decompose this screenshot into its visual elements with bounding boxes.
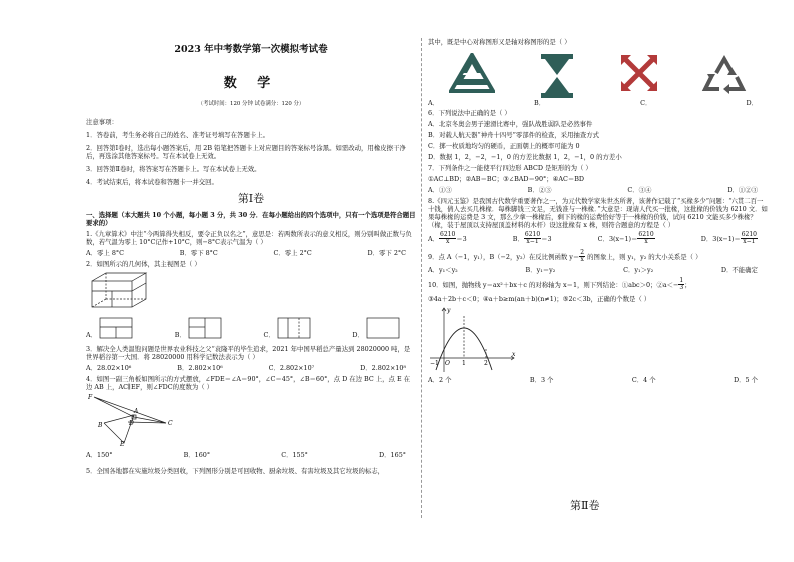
option-c[interactable]: C．2.802×10⁷ bbox=[268, 363, 315, 372]
tick-label-1: 1 bbox=[462, 359, 466, 367]
exam-title: 2023 年中考数学第一次模拟考试卷 bbox=[174, 44, 328, 55]
question-8-stem: 8.《四元玉鉴》是我国古代数学重要著作之一，为元代数学家朱世杰所著，该著作记载了“买椽多少”问题：“六贯二百一十钱，倩人去买几株椽．每株脚钱三文足，无钱准与一株椽．”大意是：现请人代买一批椽，这批椽的价钱为 6210 文．如果每株椽的运费是 3 文，那么少拿一株椽后，剩下的椽的运费恰好等于一株椽的价钱，试问 6210 文能买多少株椽？（椽，装于屋顶以支持屋顶盖材料的木杆）设这批椽有 x 株，则符合题意的方程是（ ） bbox=[428, 197, 768, 229]
point-label-f: F bbox=[88, 393, 93, 401]
point-label-c: C bbox=[168, 419, 173, 427]
right-column bbox=[428, 38, 768, 384]
question-9-stem: 9．点 A（−1，y₁），B（−2，y₂）在反比例函数 y＝ $\frac{2}{x}$ 的图象上，则 y₁，y₂ 的大小关系是（ ） bbox=[428, 248, 702, 263]
question-2-solid-figure bbox=[90, 271, 416, 313]
option-a[interactable]: A． bbox=[428, 99, 440, 107]
question-3-stem: 3．解决全人类温饱问题是世界农业科技之父“袁隆平的毕生追求，2021 年中国早稻总产量达到 28020000 吨，是世界稻谷第一大国．将 28020000 用科学记数法表示为（ ） bbox=[86, 344, 411, 361]
option-b[interactable]: B． bbox=[175, 317, 222, 339]
volume-one-heading: 第Ⅰ卷 bbox=[237, 191, 265, 205]
option-b[interactable]: B．对载人航天器“神舟十四号”零部件的检查，采用抽查方式 bbox=[428, 131, 599, 139]
option-a[interactable]: A．150° bbox=[86, 450, 113, 459]
question-2-options bbox=[86, 317, 416, 339]
note-item: 4．考试结束后，将本试卷和答题卡一并交回。 bbox=[86, 177, 218, 186]
option-b[interactable]: B． bbox=[534, 99, 546, 107]
question-5-stem-continued: 其中，既是中心对称图形又是轴对称图形的是（ ） bbox=[428, 38, 571, 46]
option-d[interactable]: D．165° bbox=[379, 450, 406, 459]
question-7-conditions: ①AC⊥BD；②AB＝BC；③∠BAD＝90°；④AC＝BD bbox=[428, 175, 585, 183]
question-5-stem: 5．全国各地都在实施垃圾分类回收，下列图形分别是可回收物、厨余垃圾、有害垃圾及其它垃圾的标志， bbox=[86, 466, 385, 475]
option-a[interactable]: A．y₁＜y₂ bbox=[428, 266, 458, 275]
point-label-b: B bbox=[98, 421, 103, 429]
option-d[interactable]: D．3(x−1)＝ $\frac{6210}{x-1}$ bbox=[700, 231, 757, 246]
option-a[interactable]: A． $\frac{6210}{x}$ ＝3 bbox=[428, 231, 467, 246]
option-b[interactable]: B． $\frac{6210}{x-1}$ ＝3 bbox=[512, 231, 552, 246]
option-a[interactable]: A． bbox=[86, 317, 133, 339]
left-column bbox=[86, 38, 416, 475]
question-3-options bbox=[86, 364, 416, 372]
option-d[interactable]: D．5 个 bbox=[733, 375, 758, 384]
question-10-stem: 10．如图，抛物线 y＝ax²＋bx＋c 的对称轴为 x＝1，则下列结论：①abc＞0；②a＜− $\frac{1}{3}$ ； bbox=[428, 277, 691, 292]
tick-label-2: 2 bbox=[484, 359, 488, 367]
question-10-options bbox=[428, 376, 768, 384]
option-b[interactable]: B．2.802×10⁶ bbox=[177, 363, 223, 372]
kitchen-waste-symbol-icon bbox=[537, 53, 577, 99]
note-item: 2．回答第Ⅰ卷时，选出每小题答案后，用 2B 铅笔把答题卡上对应题目的答案标号涂黑。如需改动，用橡皮擦干净后，再选涂其他答案标号。写在本试卷上无效。 bbox=[86, 143, 406, 160]
option-c[interactable]: C．零上 2°C bbox=[273, 248, 312, 257]
option-a[interactable]: A．①③ bbox=[428, 186, 452, 194]
question-10-parabola-figure bbox=[428, 306, 768, 376]
question-9-options bbox=[428, 266, 768, 274]
notes-block bbox=[86, 118, 416, 186]
exam-subject: 数 学 bbox=[223, 75, 279, 91]
question-4-options bbox=[86, 451, 416, 459]
note-item: 3．回答第Ⅱ卷时，将答案写在答题卡上。写在本试卷上无效。 bbox=[86, 164, 261, 173]
option-a[interactable]: A．28.02×10⁶ bbox=[86, 363, 132, 372]
question-5-options bbox=[428, 99, 768, 107]
volume-two-heading: 第Ⅱ卷 bbox=[570, 499, 600, 512]
option-a[interactable]: A．北京冬奥会男子速滑比赛中，强队战胜弱队是必然事件 bbox=[428, 120, 593, 128]
option-d[interactable]: D． bbox=[746, 99, 758, 107]
other-waste-symbol-icon bbox=[701, 53, 747, 97]
option-c[interactable]: C．掷一枚质地均匀的硬币，正面朝上的概率可能为 0 bbox=[428, 142, 580, 150]
question-8-options bbox=[428, 232, 768, 246]
option-b[interactable]: B．y₁＝y₂ bbox=[525, 266, 556, 275]
option-b[interactable]: B．160° bbox=[183, 450, 211, 459]
option-c[interactable]: C．y₁＞y₂ bbox=[623, 266, 654, 275]
exam-meta: （考试时间：120 分钟 试卷满分：120 分） bbox=[197, 101, 305, 108]
option-c[interactable]: C．3(x−1)＝ $\frac{6210}{x}$ bbox=[597, 231, 654, 246]
option-b[interactable]: B．3 个 bbox=[529, 375, 554, 384]
option-d[interactable]: D． bbox=[352, 317, 400, 339]
origin-label: O bbox=[445, 359, 450, 367]
option-c[interactable]: C． bbox=[263, 317, 310, 339]
option-d[interactable]: D．零下 2°C bbox=[367, 248, 406, 257]
recyclable-symbol-icon bbox=[449, 53, 495, 95]
question-1-options bbox=[86, 249, 416, 257]
note-item: 1．答卷前，考生务必将自己的姓名、准考证号填写在答题卡上。 bbox=[86, 130, 270, 139]
option-b[interactable]: B．零下 8°C bbox=[179, 248, 218, 257]
question-7-options bbox=[428, 186, 768, 194]
column-divider bbox=[421, 38, 422, 518]
question-10-conclusions: ③4a＋2b＋c＜0；④a＋b≥m(an＋b)(n≠1)；⑤2c＜3b，正确的个数是（ ） bbox=[428, 294, 651, 303]
option-d[interactable]: D．不能确定 bbox=[720, 266, 758, 275]
question-4-stem: 4．如图一副三角板如图所示的方式摆放，∠FDE＝∠A＝90°，∠C＝45°，∠B＝60°，点 D 在边 BC 上，点 E 在边 AB 上，AC∥EF，则∠FDC的度数为（ ） bbox=[86, 374, 411, 391]
option-c[interactable]: C．③④ bbox=[627, 186, 652, 194]
question-6-stem: 6．下列说法中正确的是（ ） bbox=[428, 109, 511, 117]
point-label-d: D bbox=[129, 419, 134, 427]
notes-heading: 注意事项： bbox=[86, 117, 118, 126]
question-7-stem: 7．下列条件之一能使平行四边形 ABCD 是矩形的为（ ） bbox=[428, 164, 592, 172]
option-c[interactable]: C． bbox=[640, 99, 652, 107]
option-a[interactable]: A．2 个 bbox=[428, 375, 452, 384]
option-c[interactable]: C．155° bbox=[281, 450, 308, 459]
option-d[interactable]: D．①②③ bbox=[727, 186, 758, 194]
axis-label-y: y bbox=[447, 306, 451, 314]
option-c[interactable]: C．4 个 bbox=[631, 375, 656, 384]
axis-label-x: x bbox=[512, 350, 516, 358]
option-d[interactable]: D．数据 1，2，−2，−1，0 的方差比数据 1，2，−1，0 的方差小 bbox=[428, 153, 622, 161]
point-label-a: A bbox=[134, 407, 139, 415]
hazardous-waste-symbol-icon bbox=[619, 53, 659, 93]
question-5-recycle-symbols bbox=[428, 53, 768, 99]
option-b[interactable]: B．②③ bbox=[527, 186, 552, 194]
point-label-e: E bbox=[120, 440, 125, 447]
option-d[interactable]: D．2.802×10⁸ bbox=[360, 363, 406, 372]
section-one-heading: 一、选择题（本大题共 10 个小题，每小题 3 分，共 30 分．在每小题给出的四个选项中，只有一个选项是符合题目要求的） bbox=[86, 210, 416, 227]
option-a[interactable]: A．零上 8°C bbox=[86, 248, 124, 257]
question-4-triangle-figure bbox=[88, 393, 416, 449]
question-1-stem: 1.《九章算术》中注“今两算得失相反，要令正负以名之”，意思是：若两数所表示的意义相反，则分别叫做正数与负数，若气温为零上 10°C记作+10°C，则−8°C表示气温为（ ） bbox=[86, 229, 412, 246]
tick-label-neg1: −1 bbox=[430, 359, 439, 367]
question-2-stem: 2．如图所示的几何体，其主视图是（ ） bbox=[86, 259, 201, 268]
